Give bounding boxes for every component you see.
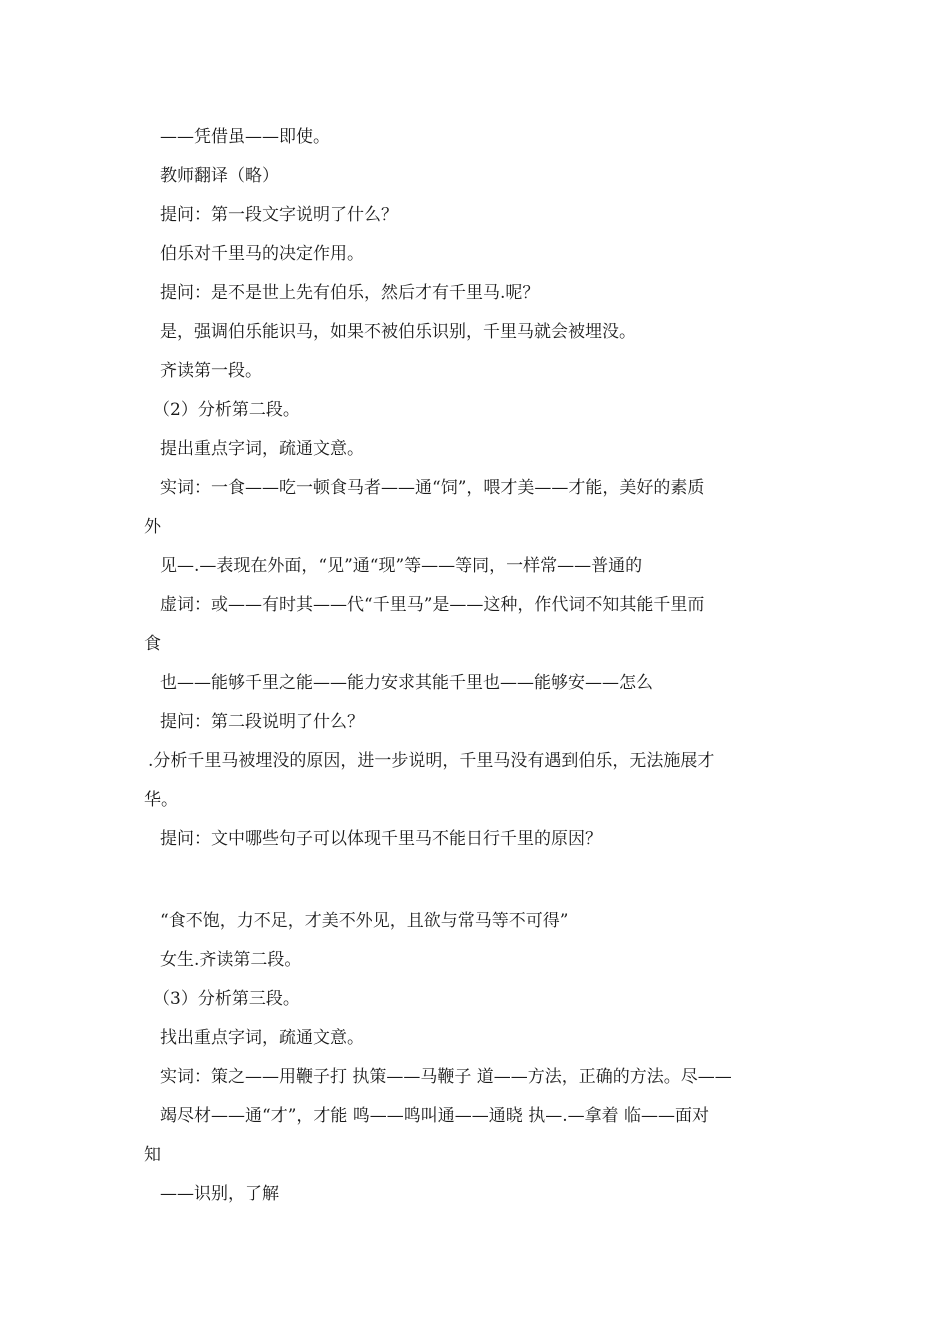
text-line-24: 实词：策之——用鞭子打 执策——马鞭子 道——方法，正确的方法。尽—— — [160, 1067, 732, 1087]
text-line-16: 提问：第二段说明了什么？ — [160, 712, 364, 732]
text-line-3: 提问：第一段文字说明了什么？ — [160, 205, 398, 225]
text-line-11: 外 — [144, 517, 161, 537]
text-line-14: 食 — [144, 634, 161, 654]
text-line-13: 虚词：或——有时其——代“千里马”是——这种，作代词不知其能千里而 — [160, 595, 705, 615]
text-line-26: 知 — [144, 1145, 161, 1165]
text-line-18: 华。 — [144, 790, 178, 810]
section-heading-3: （3）分析第三段。 — [153, 989, 300, 1009]
text-line-23: 找出重点字词，疏通文意。 — [160, 1028, 364, 1048]
text-line-7: 齐读第一段。 — [160, 361, 262, 381]
text-line-6: 是，强调伯乐能识马，如果不被伯乐识别，千里马就会被埋没。 — [160, 322, 636, 342]
text-line-9: 提出重点字词，疏通文意。 — [160, 439, 364, 459]
text-line-10: 实词：一食——吃一顿食马者——通“饲”，喂才美——才能，美好的素质 — [160, 478, 705, 498]
section-heading-2: （2）分析第二段。 — [153, 400, 300, 420]
text-line-17: .分析千里马被埋没的原因，进一步说明，千里马没有遇到伯乐，无法施展才 — [148, 751, 715, 771]
text-line-25: 竭尽材——通“才”，才能 鸣——鸣叫通——通晓 执—.—拿着 临——面对 — [160, 1106, 709, 1126]
text-line-4: 伯乐对千里马的决定作用。 — [160, 244, 364, 264]
text-line-27: ——识别，了解 — [160, 1184, 279, 1204]
text-line-19: 提问：文中哪些句子可以体现千里马不能日行千里的原因？ — [160, 829, 602, 849]
text-line-15: 也——能够千里之能——能力安求其能千里也——能够安——怎么 — [160, 673, 653, 693]
text-line-12: 见—.—表现在外面，“见”通“现”等——等同，一样常——普通的 — [160, 556, 643, 576]
text-line-5: 提问：是不是世上先有伯乐，然后才有千里马.呢？ — [160, 283, 540, 303]
text-line-2: 教师翻译（略） — [160, 166, 279, 186]
text-line-1: ——凭借虽——即使。 — [160, 127, 330, 147]
text-line-21: 女生.齐读第二段。 — [160, 950, 302, 970]
text-line-20: “食不饱，力不足，才美不外见，且欲与常马等不可得” — [160, 911, 569, 931]
